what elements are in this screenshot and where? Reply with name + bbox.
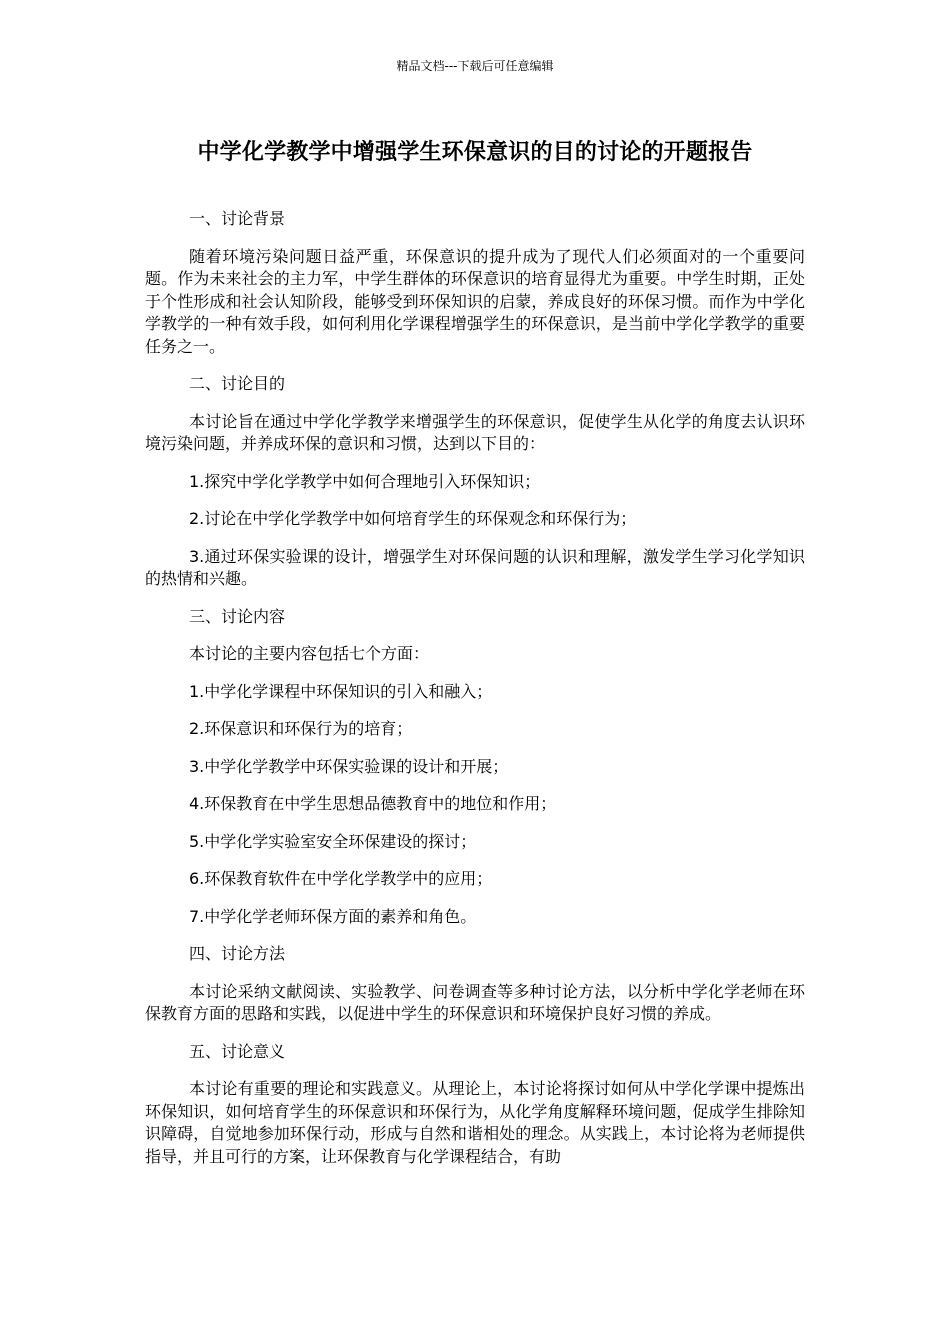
purpose-item: 2.讨论在中学化学教学中如何培育学生的环保观念和环保行为；: [189, 509, 637, 528]
background-paragraph: 随着环境污染问题日益严重，环保意识的提升成为了现代人们必须面对的一个重要问题。作为未来社会的主力军，中学生群体的环保意识的培育显得尤为重要。中学生时期，正处于个性形成和社会认知阶段，能够受到环保知识的启蒙，养成良好的环保习惯。而作为中学化学教学的一种有效手段，如何利用化学课程增强学生的环保意识，是当前中学化学教学的重要任务之一。: [145, 246, 805, 356]
purpose-item: 3.通过环保实验课的设计，增强学生对环保问题的认识和理解，激发学生学习化学知识的热情和兴趣。: [145, 546, 805, 588]
content-item: 2.环保意识和环保行为的培育；: [189, 719, 413, 738]
page-header: 精品文档---下载后可任意编辑: [396, 59, 554, 73]
section-heading-significance: 五、讨论意义: [189, 1041, 286, 1061]
method-paragraph: 本讨论采纳文献阅读、实验教学、问卷调查等多种讨论方法，以分析中学化学老师在环保教育方面的思路和实践，以促进中学生的环保意识和环境保护良好习惯的养成。: [145, 981, 805, 1023]
section-heading-purpose: 二、讨论目的: [189, 374, 286, 393]
content-paragraph: 本讨论的主要内容包括七个方面：: [189, 644, 430, 663]
purpose-item: 1.探究中学化学教学中如何合理地引入环保知识；: [189, 471, 541, 491]
significance-paragraph: 本讨论有重要的理论和实践意义。从理论上，本讨论将探讨如何从中学化学课中提炼出环保知识，如何培育学生的环保意识和环保行为，从化学角度解释环境问题，促成学生排除知识障碍，自觉地参加环保行动，形成与自然和谐相处的理念。从实践上，本讨论将为老师提供指导，并且可行的方案，让环保教育与化学课程结合，有助: [145, 1079, 805, 1166]
section-heading-content: 三、讨论内容: [189, 606, 286, 626]
document-body: [145, 208, 805, 1183]
section-heading-method: 四、讨论方法: [189, 944, 286, 963]
content-item: 3.中学化学教学中环保实验课的设计和开展；: [189, 756, 509, 776]
section-heading-background: 一、讨论背景: [189, 209, 286, 228]
document-title: 中学化学教学中增强学生环保意识的目的讨论的开题报告: [197, 140, 753, 165]
content-item: 5.中学化学实验室安全环保建设的探讨；: [189, 831, 477, 851]
purpose-paragraph: 本讨论旨在通过中学化学教学来增强学生的环保意识，促使学生从化学的角度去认识环境污染问题，并养成环保的意识和习惯，达到以下目的：: [145, 411, 805, 453]
content-item: 6.环保教育软件在中学化学教学中的应用；: [189, 869, 493, 888]
content-item: 1.中学化学课程中环保知识的引入和融入；: [189, 681, 493, 701]
content-item: 4.环保教育在中学生思想品德教育中的地位和作用；: [189, 794, 557, 813]
content-item: 7.中学化学老师环保方面的素养和角色。: [189, 906, 477, 926]
